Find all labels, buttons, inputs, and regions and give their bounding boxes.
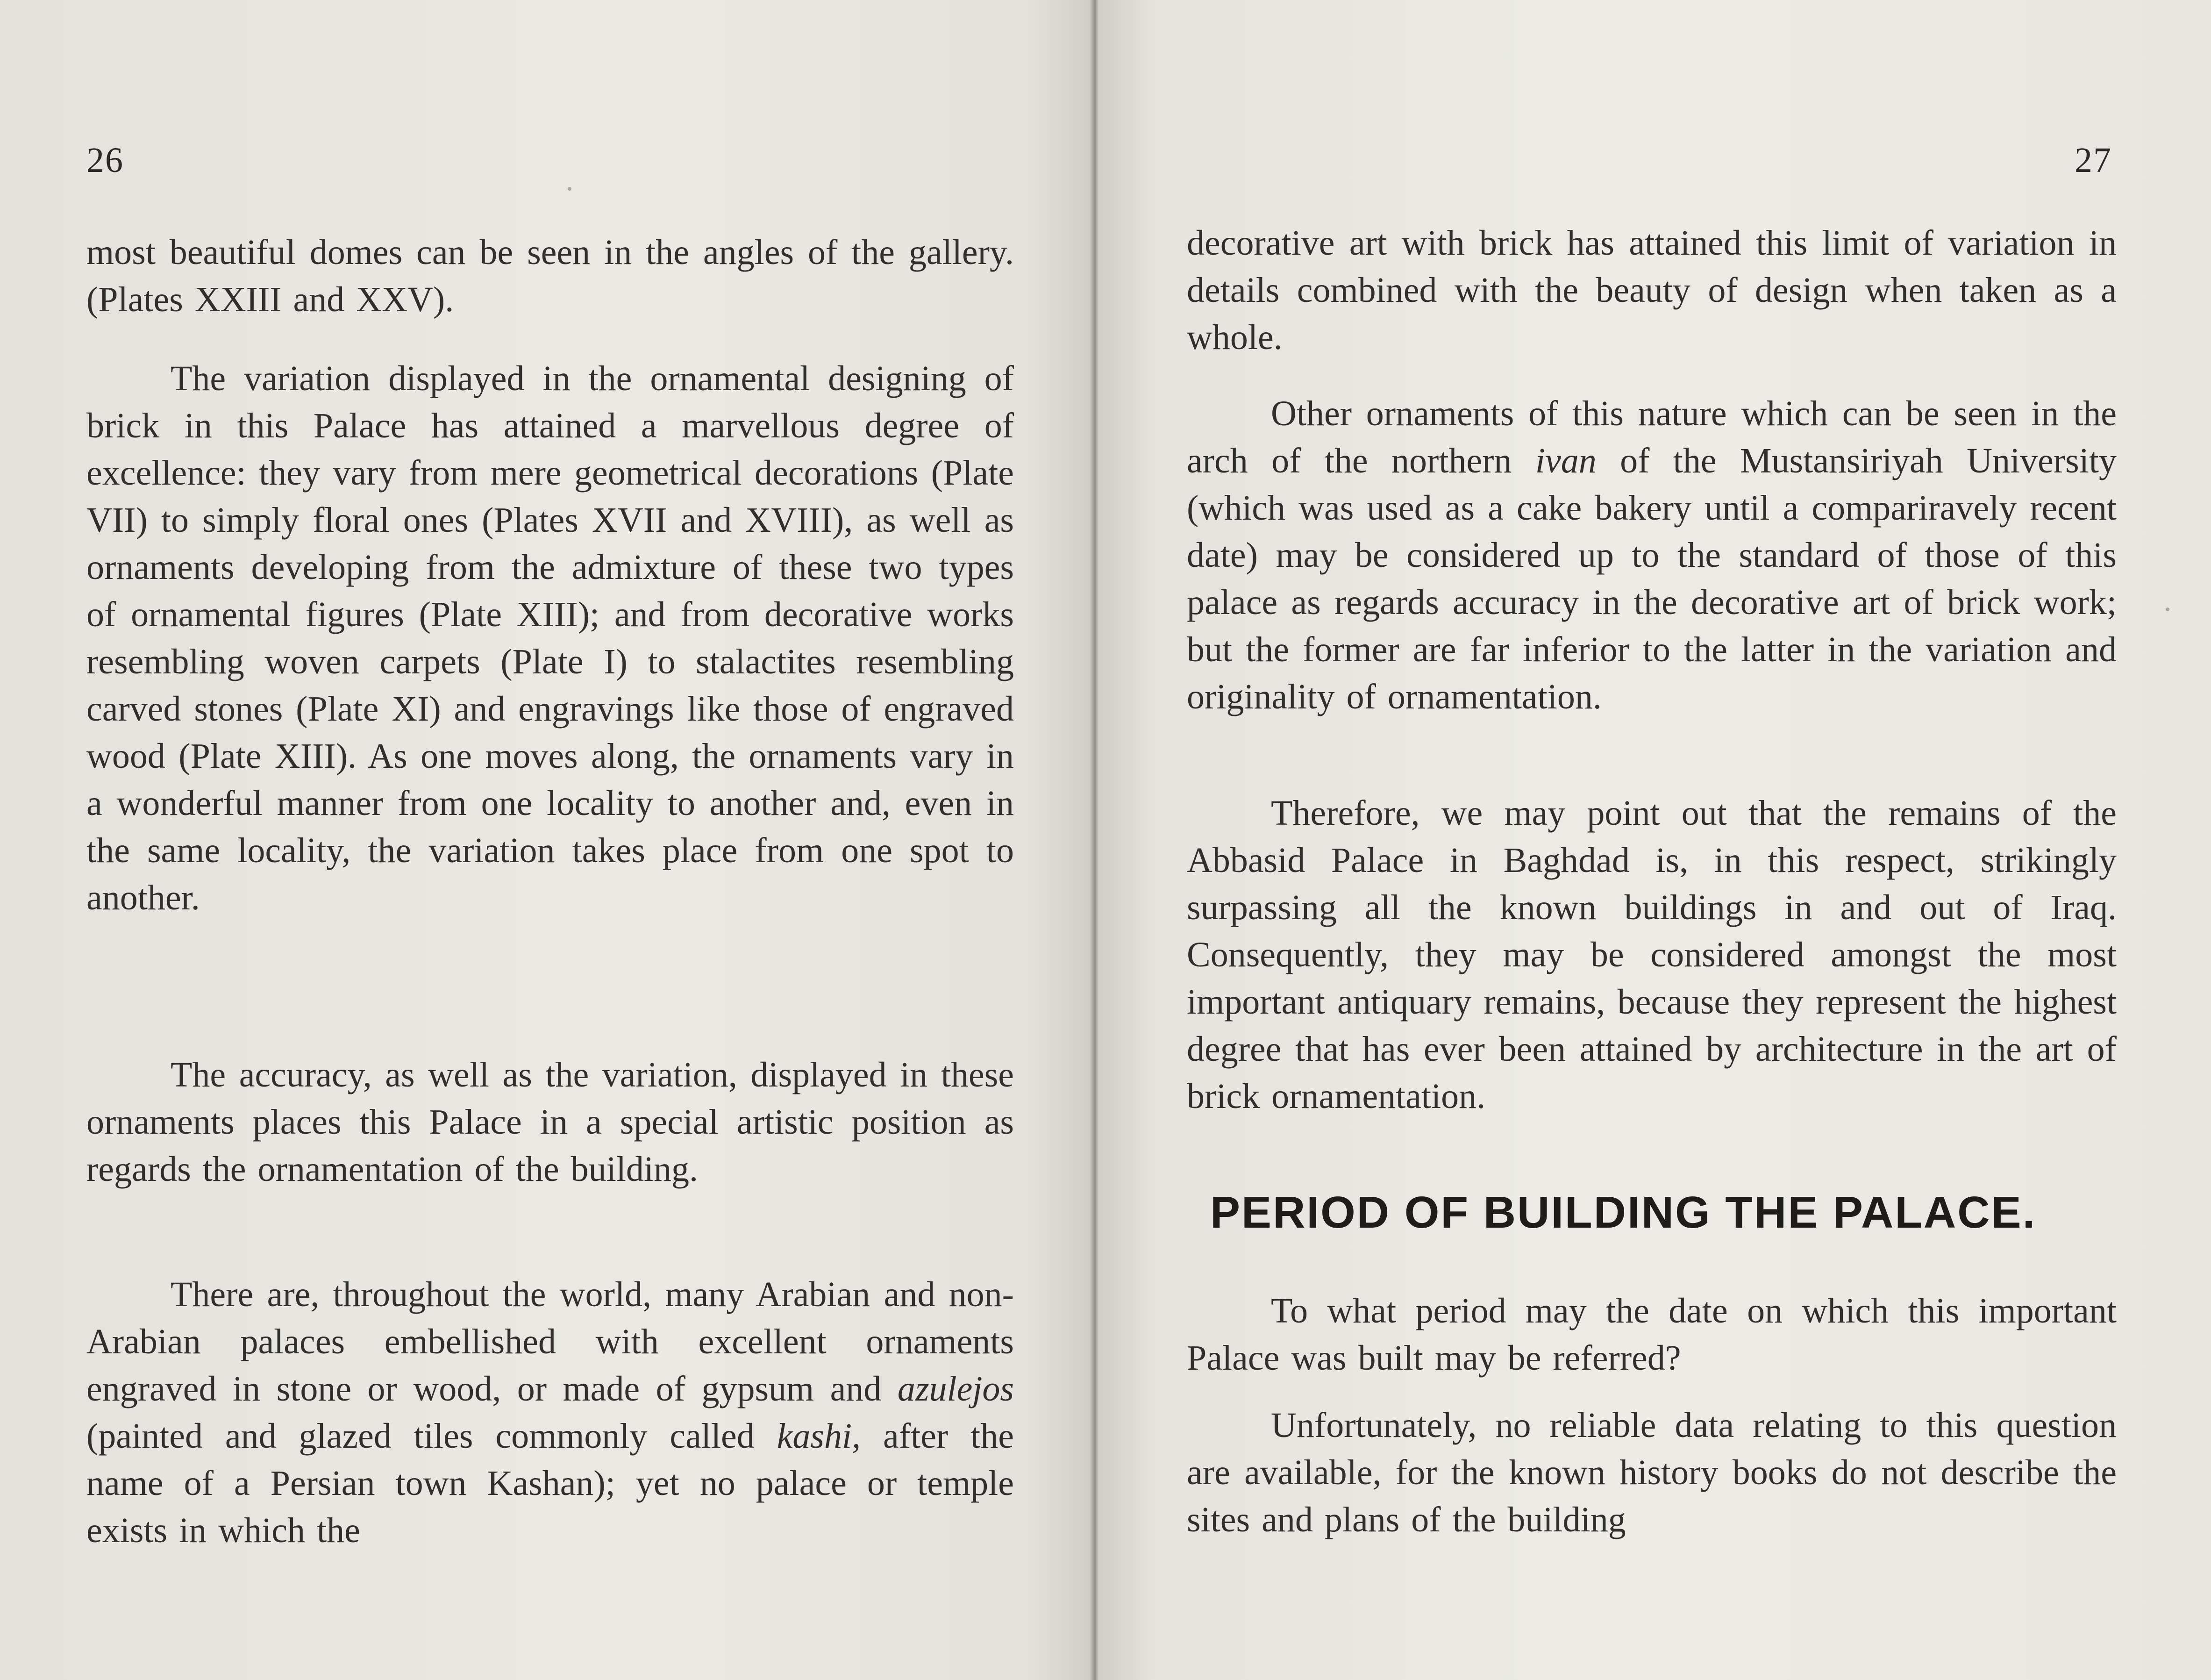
italic-term-ivan: ivan xyxy=(1535,441,1597,480)
paragraph-text: The accuracy, as well as the variation, displayed in these ornaments places this Palace in a special artistic position as regards the ornamentation of the building. xyxy=(86,1055,1014,1189)
section-heading: PERIOD OF BUILDING THE PALACE. xyxy=(1210,1187,2037,1237)
right-paragraph-5 xyxy=(1187,1402,2117,1544)
right-page xyxy=(1098,0,2211,1680)
left-paragraph-1 xyxy=(86,229,1014,323)
italic-term-azulejos: azulejos xyxy=(897,1369,1014,1408)
page-number-left: 26 xyxy=(86,141,124,180)
left-paragraph-4 xyxy=(86,1271,1014,1554)
paragraph-text: most beautiful domes can be seen in the angles of the gallery. (Plates XXIII and XXV). xyxy=(86,233,1014,319)
paragraph-text: decorative art with brick has attained this limit of variation in details combined with the beauty of design when taken as a whole. xyxy=(1187,223,2117,357)
italic-term-kashi: kashi, xyxy=(777,1416,861,1456)
left-paragraph-3 xyxy=(86,1051,1014,1193)
right-paragraph-4 xyxy=(1187,1287,2117,1382)
right-paragraph-3 xyxy=(1187,790,2117,1120)
paragraph-text: Therefore, we may point out that the remains of the Abbasid Palace in Baghdad is, in this respect, strikingly surpassing all the known buildings in and out of Iraq. Consequently, they may be considered amongst the most important antiquary remains, because they represent the highest degree that has ever been attained by architecture in the art of brick ornamentation. xyxy=(1187,794,2117,1116)
right-paragraph-2 xyxy=(1187,390,2117,721)
left-paragraph-2 xyxy=(86,355,1014,922)
paper-speck xyxy=(2166,608,2169,611)
paragraph-segment: There are, throughout the world, many Arabian and non-Arabian palaces embellished with excellent ornaments engraved in stone or wood, or made of gypsum and xyxy=(86,1275,1014,1408)
paragraph-segment: Other ornaments of this nature which can be seen in the arch of the northern xyxy=(1187,394,2117,480)
paragraph-segment: after the name of a Persian town Kashan); yet no palace or temple exists in which the xyxy=(86,1416,1014,1550)
paragraph-text xyxy=(1187,390,2117,721)
paragraph-text xyxy=(86,1271,1014,1554)
paragraph-text: To what period may the date on which this important Palace was built may be referred? xyxy=(1187,1291,2117,1378)
paragraph-text: The variation displayed in the ornamental designing of brick in this Palace has attained a marvellous degree of excellence: they vary from mere geometrical decorations (Plate VII) to simply floral ones (Plates XVII and XVIII), as well as ornaments developing from the admixture of these two types of ornamental figures (Plate XIII); and from decorative works resembling woven carpets (Plate I) to stalactites resembling carved stones (Plate XI) and engravings like those of engraved wood (Plate XIII). As one moves along, the ornaments vary in a wonderful manner from one locality to another and, even in the same locality, the variation takes place from one spot to another. xyxy=(86,359,1014,917)
paragraph-segment: of the Mustansiriyah University (which was used as a cake bakery until a compariravely recent date) may be considered up to the standard of those of this palace as regards accuracy in the decorative art of brick work; but the former are far inferior to the latter in the variation and originality of ornamentation. xyxy=(1187,441,2117,716)
right-paragraph-1 xyxy=(1187,220,2117,361)
left-page xyxy=(0,0,1093,1680)
page-number-right: 27 xyxy=(2075,141,2112,180)
paper-speck xyxy=(568,187,571,191)
paragraph-text: Unfortunately, no reliable data relating to this question are available, for the known history books do not describe the sites and plans of the building xyxy=(1187,1406,2117,1539)
paragraph-segment: (painted and glazed tiles commonly called xyxy=(86,1416,777,1456)
